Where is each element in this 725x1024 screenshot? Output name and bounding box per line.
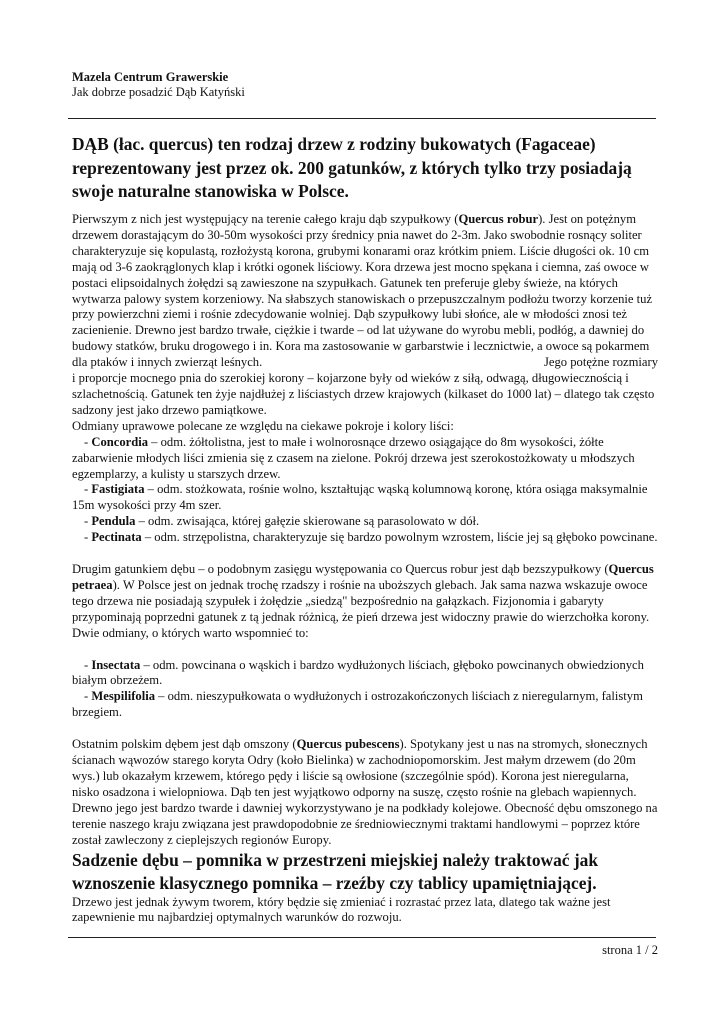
list-dash: - — [84, 689, 92, 704]
list-dash: - — [84, 657, 92, 672]
variety-item — [72, 435, 658, 483]
paragraph-continued: i proporcje mocnego pnia do szerokiej korony – kojarzone były od wieków z siłą, odwagą, długowiecznością i szlachetnością. Gatunek ten żyje najdłużej z liściastych drzew krajowych (kilkaset do 1000 lat) – dlatego tak często sadzony jest jako drzewo pamiątkowe. — [72, 371, 655, 417]
spacer — [72, 642, 658, 658]
company-name: Mazela Centrum Grawerskie — [72, 70, 229, 84]
text-run: ). W Polsce jest on jednak trochę rzadszy i rośnie na uboższych glebach. Jak sama nazwa wskazuje owoce tego drzewa nie posiadają szypułek i żołędzie „siedzą" bezpośrednio na gałązkach. Fizjonomia i gabaryty przypominają poprzedni gatunek z tą jednak różnicą, że pień drzewa jest widoczny prawie do wierzchołka korony. Dwie odmiany, o których warto wspomnieć to: — [72, 577, 650, 640]
variety-name: Fastigiata — [91, 482, 145, 497]
variety-description: – odm. zwisająca, której gałęzie skierowane są parasolowato w dół. — [135, 514, 480, 529]
text-run: Jego potężne rozmiary — [544, 355, 658, 370]
paragraph-quercus-petraea — [72, 562, 658, 642]
document-body — [72, 212, 658, 926]
list-dash: - — [84, 514, 92, 529]
species-name: Quercus petraea — [72, 562, 654, 592]
paragraph-quercus-pubescens — [72, 737, 658, 848]
text-run: Drugim gatunkiem dębu – o podobnym zasięgu występowania co Quercus robur jest dąb bezszypułkowy ( — [72, 562, 609, 577]
header-rule — [68, 118, 656, 119]
variety-item — [72, 658, 658, 690]
variety-description: – odm. nieszypułkowata o wydłużonych i ostrozakończonych liściach z nieregularnym, falistym brzegiem. — [72, 689, 643, 720]
text-run: Ostatnim polskim dębem jest dąb omszony ( — [72, 737, 297, 752]
variety-item — [72, 530, 658, 546]
list-dash: - — [84, 434, 92, 449]
variety-name: Pectinata — [91, 530, 142, 545]
variety-item — [72, 514, 658, 530]
variety-name: Pendula — [91, 514, 136, 529]
varieties-intro: Odmiany uprawowe polecane ze względu na ciekawe pokroje i kolory liści: — [72, 418, 454, 433]
main-title: DĄB (łac. quercus) ten rodzaj drzew z rodziny bukowatych (Fagaceae) reprezentowany jest przez ok. 200 gatunków, z których tylko trzy posiadają swoje naturalne stanowiska w Polsce. — [72, 134, 632, 201]
variety-description: – odm. strzępolistna, charakteryzuje się bardzo powolnym wzrostem, liście jej są głęboko powcinane. — [141, 530, 658, 545]
list-dash: - — [84, 530, 92, 545]
document-subtitle: Jak dobrze posadzić Dąb Katyński — [72, 85, 245, 99]
variety-item — [72, 482, 658, 514]
variety-name: Mespilifolia — [91, 689, 156, 704]
variety-item — [72, 689, 658, 721]
paragraph-planting: Drzewo jest jednak żywym tworem, który będzie się zmieniać i rozrastać przez lata, dlatego tak ważne jest zapewnienie mu najbardziej optymalnych warunków do rozwoju. — [72, 894, 611, 925]
footer-rule — [68, 937, 656, 938]
variety-description: – odm. żółtolistna, jest to małe i wolnorosnące drzewo osiągające do 8m wysokości, żółte zabarwienie młodych liści zmienia się z czasem na zielone. Pokrój drzewa jest szerokostożkowaty u młodszych egzemplarzy, a kulisty u starszych drzew. — [72, 434, 635, 481]
text-run: ). Jest on potężnym drzewem dorastającym do 30-50m wysokości przy średnicy pnia nawet do 2-3m. Jako swobodnie rosnący soliter charakteryzuje się kopulastą, rozłożystą korona, grubymi konarami oraz krótkim pniem. Liście długości ok. 10 cm mają od 3-6 zaokrąglonych klap i krótki ogonek liściowy. Kora drzewa jest mocno spękana i ciemna, zaś owoce w postaci elipsoidalnych żołędzi są zawieszone na szypułkach. Gatunek ten preferuje gleby świeże, na których wytwarza palowy system korzeniowy. Na słabszych stanowiskach o przepuszczalnym podłożu tworzy korzenie tuż przy powierzchni ziemi i rośnie zdecydowanie wolniej. Dąb szypułkowy lubi słońce, ale w młodości znosi też zacienienie. Drewno jest bardzo trwałe, ciężkie i twarde – od lat używane do wyrobu mebli, podłóg, a dawniej do budowy statków, bruku drogowego i in. Kora ma zastosowanie w garbarstwie i lecznictwie, a owoce są pokarmem dla ptaków i innych zwierząt leśnych. — [72, 212, 653, 370]
varieties-list-robur — [72, 435, 658, 546]
page-number: strona 1 / 2 — [602, 943, 658, 957]
variety-name: Insectata — [91, 657, 141, 672]
spacer — [72, 721, 658, 737]
variety-description: – odm. stożkowata, rośnie wolno, kształtując wąską kolumnową koronę, która osiąga maksymalnie 15m wysokości przy 4m szer. — [72, 482, 648, 513]
section-heading: Sadzenie dębu – pomnika w przestrzeni miejskiej należy traktować jak wznoszenie klasycznego pomnika – rzeźby czy tablicy upamiętniającej. — [72, 849, 599, 893]
variety-description: – odm. powcinana o wąskich i bardzo wydłużonych liściach, głęboko powcinanych obwiedzionych białym obrzeżem. — [72, 657, 644, 688]
text-run: ). Spotykany jest u nas na stromych, słonecznych ścianach wąwozów starego koryta Odry (koło Bielinka) w zachodniopomorskim. Jest małym drzewem (do 20m wys.) lub okazałym krzewem, którego pędy i liście są owłosione (szczególnie spód). Korona jest nieregularna, nisko osadzona i wielopniowa. Dąb ten jest wyjątkowo odporny na suszę, często rośnie na glebach wapiennych. Drewno jego jest bardzo twarde i dawniej wykorzystywano je na podkłady kolejowe. Obecność dębu omszonego na terenie naszego kraju związana jest prawdopodobnie ze średniowiecznymi traktami handlowymi – poprzez które został zawleczony z cieplejszych regionów Europy. — [72, 737, 658, 847]
paragraph-quercus-robur — [72, 212, 658, 371]
species-name: Quercus pubescens — [296, 737, 400, 752]
varieties-list-petraea — [72, 658, 658, 722]
species-name: Quercus robur — [458, 212, 539, 226]
variety-name: Concordia — [91, 434, 149, 449]
text-run: Pierwszym z nich jest występujący na terenie całego kraju dąb szypułkowy ( — [72, 212, 459, 226]
spacer — [72, 546, 658, 562]
list-dash: - — [84, 482, 92, 497]
